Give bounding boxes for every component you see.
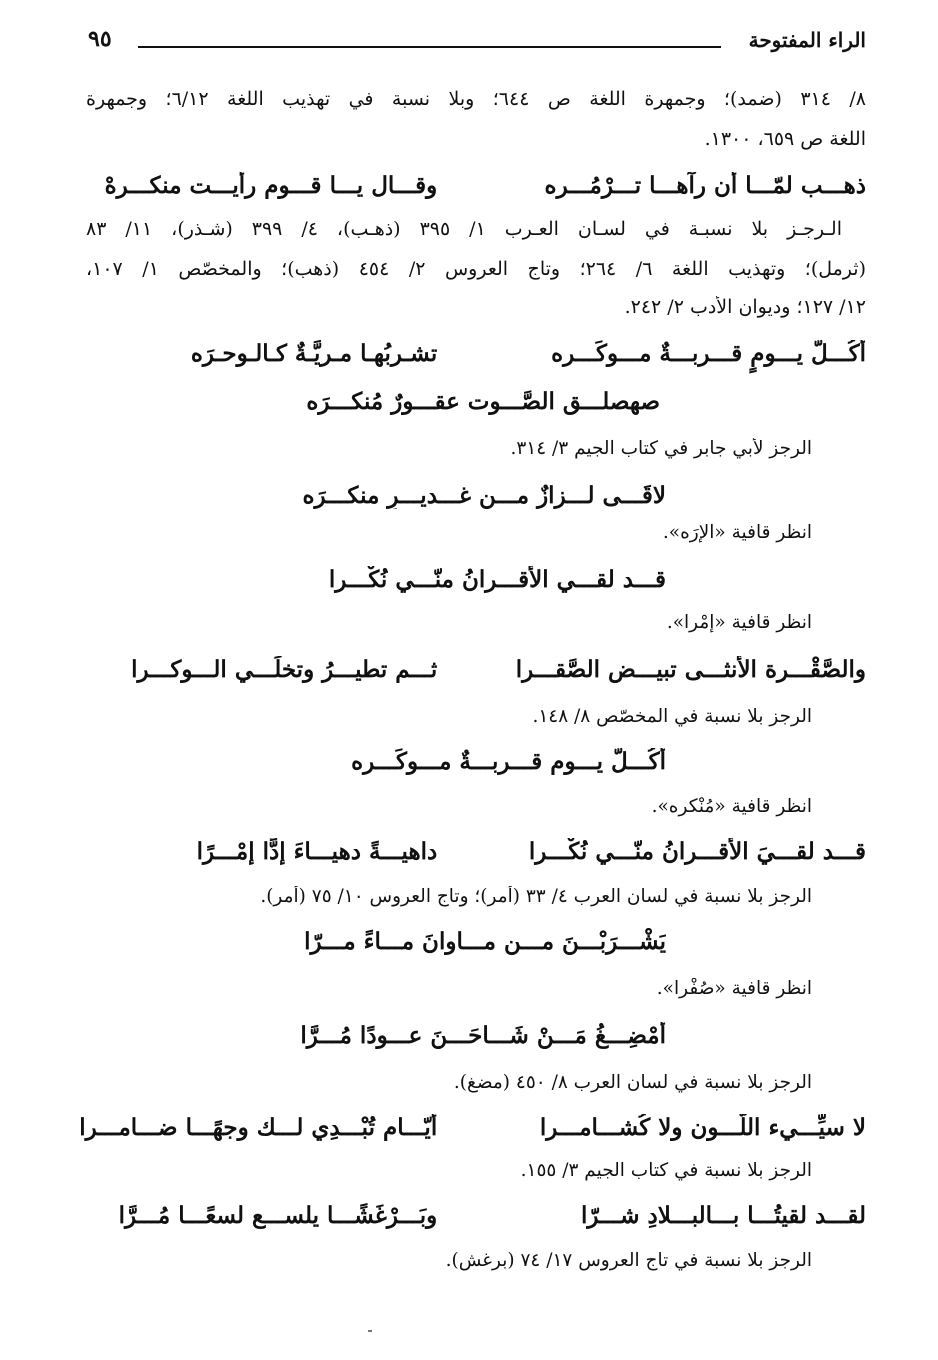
- source-note: الرجز بلا نسبة في المخصّص ٨/ ١٤٨.: [532, 706, 812, 727]
- cross-reference: انظر قافية «صُفْرا».: [656, 978, 812, 999]
- verse-first-hemistich: ذهـــب لمّـــا أن رآهـــا تـــرْمُـــره: [544, 172, 866, 199]
- verse-first-hemistich: والصَّقْـــرة الأُنثـــى تبيـــض الصَّقـــرا: [515, 656, 866, 683]
- verse-first-hemistich: لقـــد لقيتُـــا بـــالبـــلادِ شـــرّا: [580, 1202, 866, 1229]
- cross-reference: انظر قافية «إمْرا».: [666, 612, 812, 633]
- verse-second-hemistich: وبَـــرْغَشًـــا يلســـع لسعًـــا مُـــرَّا: [118, 1202, 438, 1229]
- cross-reference: انظر قافية «مُنْكره».: [651, 796, 812, 817]
- verse-first-hemistich: أكُـــلَّ يـــومٍ قـــربـــةٌ مـــوكَـــره: [551, 340, 866, 367]
- verse-first-hemistich: لا سيِّـــيء اللَّـــون ولا كُشـــامـــرا: [539, 1114, 866, 1141]
- source-note: الرجز بلا نسبة في تاج العروس ١٧/ ٧٤ (برغش).: [445, 1250, 812, 1271]
- verse-first-hemistich: قـــد لقـــيَ الأقـــرانُ منّـــي نُكْـــرا: [528, 838, 866, 865]
- verse-line: أُمْضِـــغُ مَـــنْ شَـــاحَـــنَ عـــودًا مُـــرَّا: [300, 1022, 666, 1049]
- verse-second-hemistich: أيّـــام تُبْـــدِي لـــك وجهًـــا ضـــامـــرا: [79, 1114, 438, 1141]
- verse-line: أكُـــلَّ يـــومٍ قـــربـــةٌ مـــوكَـــره: [351, 748, 666, 775]
- prose-line: الـرجـز بلا نسبـة في لسـان العـرب ١/ ٣٩٥ (ذهـب)، ٤/ ٣٩٩ (شـذر)، ١١/ ٨٣: [86, 218, 842, 240]
- prose-line: (ثرمل)؛ وتهذيب اللغة ٦/ ٢٦٤؛ وتاج العروس ٢/ ٤٥٤ (ذهب)؛ والمخصّص ١/ ١٠٧،: [86, 258, 866, 280]
- page-header: [88, 22, 866, 62]
- verse-line: [72, 1202, 866, 1238]
- verse-line: لاقَـــى لـــزازٌ مـــن غـــديـــرٍ منكـــرَه: [302, 482, 666, 509]
- verse-line: [72, 838, 866, 874]
- verse-line: [72, 172, 866, 208]
- verse-line: يَشْـــرَبْـــنَ مـــن مـــاوانَ مـــاءً مـــرّا: [304, 928, 666, 955]
- verse-line: [72, 340, 866, 378]
- source-note: الرجز بلا نسبة في لسان العرب ٨/ ٤٥٠ (مضغ).: [453, 1072, 812, 1093]
- source-note: الرجز بلا نسبة في كتاب الجيم ٣/ ١٥٥.: [520, 1160, 812, 1181]
- prose-line: ١٢/ ١٢٧؛ وديوان الأدب ٢/ ٢٤٢.: [624, 296, 866, 318]
- verse-second-hemistich: ثـــم تطيـــرُ وتخلِّـــي الـــوكـــرا: [131, 656, 438, 683]
- page-number: ٩٥: [88, 26, 112, 52]
- verse-line: [72, 656, 866, 692]
- verse-line: [72, 1114, 866, 1150]
- header-rule: [138, 46, 721, 48]
- verse-line: صهصلـــق الصَّـــوت عقـــورٌ مُنكـــرَه: [306, 388, 660, 415]
- verse-second-hemistich: داهيـــةً دهيـــاءَ إدًّا إمْـــرًا: [196, 838, 438, 865]
- cross-reference: انظر قافية «الإرَه».: [662, 522, 812, 543]
- running-title: الراء المفتوحة: [748, 28, 866, 52]
- source-note: الرجز بلا نسبة في لسان العرب ٤/ ٣٣ (أمر)؛ وتاج العروس ١٠/ ٧٥ (أمر).: [260, 886, 812, 907]
- verse-line: قـــد لقـــي الأقـــرانُ منّـــي نُكْـــرا: [328, 566, 666, 593]
- verse-second-hemistich: تشـربُهـا مـريَّـةٌ كـالـوحـرَه: [190, 340, 438, 367]
- verse-second-hemistich: وقـــال يـــا قـــوم رأيـــت منكـــرهْ: [104, 172, 438, 199]
- source-note: الرجز لأبي جابر في كتاب الجيم ٣/ ٣١٤.: [510, 438, 812, 459]
- scan-speck: [368, 1330, 372, 1332]
- prose-line: اللغة ص ٦٥٩، ١٣٠٠.: [704, 128, 866, 150]
- prose-line: ٨/ ٣١٤ (ضمد)؛ وجمهرة اللغة ص ٦٤٤؛ وبلا نسبة في تهذيب اللغة ٦/١٢؛ وجمهرة: [86, 88, 866, 110]
